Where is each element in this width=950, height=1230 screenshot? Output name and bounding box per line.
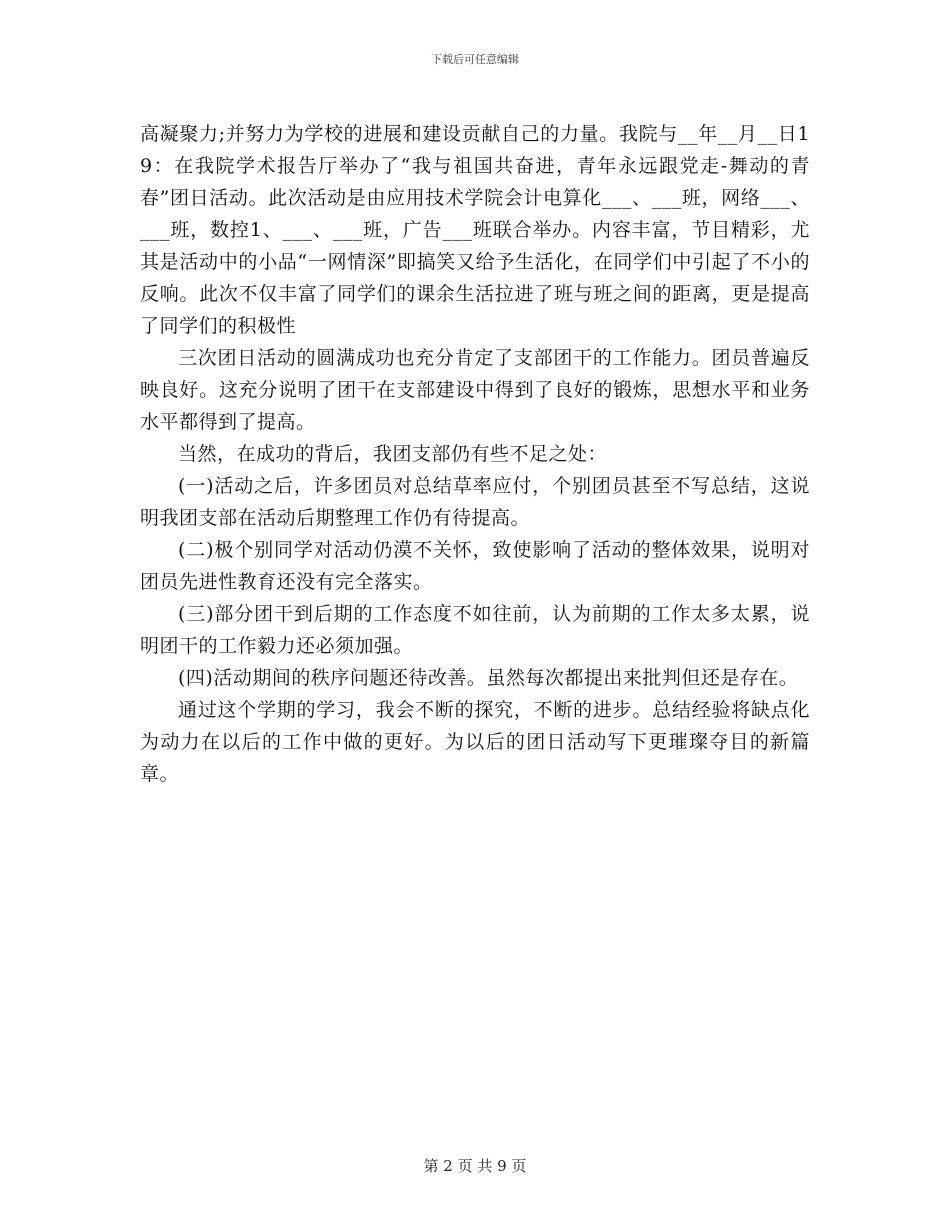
document-body bbox=[140, 118, 810, 790]
page-number-footer: 第 2 页 共 9 页 bbox=[423, 1157, 527, 1175]
paragraph-shortcoming-2: (二)极个别同学对活动仍漠不关怀，致使影响了活动的整体效果，说明对团员先进性教育还没有完全落实。 bbox=[140, 539, 810, 593]
page-header: 下载后可任意编辑 bbox=[431, 53, 519, 66]
paragraph-success-summary: 三次团日活动的圆满成功也充分肯定了支部团干的工作能力。团员普遍反映良好。这充分说明了团干在支部建设中得到了良好的锻炼，思想水平和业务水平都得到了提高。 bbox=[140, 347, 810, 433]
paragraph-shortcoming-3: (三)部分团干到后期的工作态度不如往前，认为前期的工作太多太累，说明团干的工作毅力还必须加强。 bbox=[140, 603, 810, 657]
paragraph-shortcoming-1: (一)活动之后，许多团员对总结草率应付，个别团员甚至不写总结，这说明我团支部在活动后期整理工作仍有待提高。 bbox=[140, 475, 810, 529]
paragraph-shortcoming-4: (四)活动期间的秩序问题还待改善。虽然每次都提出来批判但还是存在。 bbox=[178, 667, 799, 689]
paragraph-continued: 高凝聚力;并努力为学校的进展和建设贡献自己的力量。我院与__年__月__日19：在我院学术报告厅举办了“我与祖国共奋进，青年永远跟党走-舞动的青春”团日活动。此次活动是由应用技术学院会计电算化___、___班，网络___、___班，数控1、___、___班，广告___班联合举办。内容丰富，节目精彩，尤其是活动中的小品“一网情深”即搞笑又给予生活化，在同学们中引起了不小的反响。此次不仅丰富了同学们的课余生活拉进了班与班之间的距离，更是提高了同学们的积极性 bbox=[140, 123, 810, 337]
paragraph-conclusion: 通过这个学期的学习，我会不断的探究，不断的进步。总结经验将缺点化为动力在以后的工作中做的更好。为以后的团日活动写下更璀璨夺目的新篇章。 bbox=[140, 699, 810, 785]
paragraph-shortcomings-intro: 当然，在成功的背后，我团支部仍有些不足之处： bbox=[178, 443, 608, 465]
